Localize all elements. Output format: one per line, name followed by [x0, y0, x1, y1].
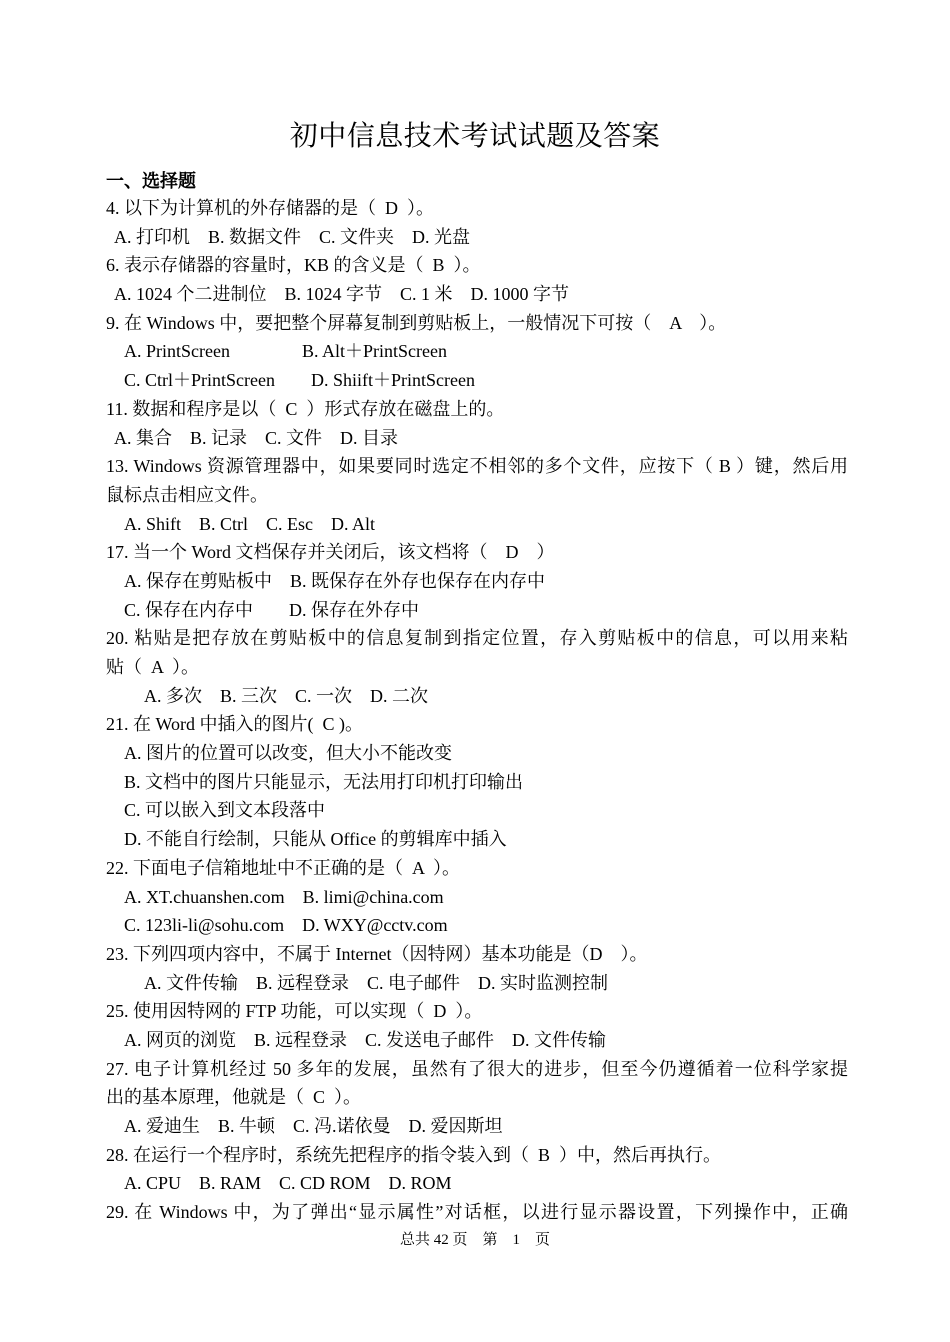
- question-line: 22. 下面电子信箱地址中不正确的是（ A ）。: [106, 857, 461, 878]
- option-line: A. 保存在剪贴板中 B. 既保存在外存也保存在内存中: [124, 570, 546, 591]
- question-line: 4. 以下为计算机的外存储器的是（ D ）。: [106, 198, 434, 218]
- document-title: 初中信息技术考试试题及答案: [289, 121, 661, 152]
- question-line: 20. 粘贴是把存放在剪贴板中的信息复制到指定位置，存入剪贴板中的信息，可以用来粘: [106, 628, 848, 649]
- question-list: [106, 194, 848, 1227]
- option-line: A. 多次 B. 三次 C. 一次 D. 二次: [144, 685, 429, 706]
- option-line: D. 不能自行绘制，只能从 Office 的剪辑库中插入: [124, 829, 507, 850]
- question-line-continued: 出的基本原理，他就是（ C ）。: [106, 1087, 362, 1108]
- section-heading: 一、选择题: [106, 171, 196, 191]
- option-line: A. 网页的浏览 B. 远程登录 C. 发送电子邮件 D. 文件传输: [124, 1029, 607, 1050]
- question-line: 21. 在 Word 中插入的图片( C )。: [106, 714, 364, 735]
- question-line: 28. 在运行一个程序时，系统先把程序的指令装入到（ B ）中，然后再执行。: [106, 1144, 722, 1165]
- question-line: 6. 表示存储器的容量时，KB 的含义是（ B ）。: [106, 255, 481, 276]
- question-line: 11. 数据和程序是以（ C ）形式存放在磁盘上的。: [106, 398, 505, 419]
- question-line: 27. 电子计算机经过 50 多年的发展，虽然有了很大的进步，但至今仍遵循着一位科学家提: [106, 1058, 848, 1079]
- question-line: 17. 当一个 Word 文档保存并关闭后，该文档将（ D ）: [106, 542, 555, 563]
- option-line: C. 可以嵌入到文本段落中: [124, 800, 326, 821]
- question-line: 29. 在 Windows 中，为了弹出“显示属性”对话框，以进行显示器设置，下列操作中，正确: [106, 1202, 848, 1223]
- question-line: 9. 在 Windows 中，要把整个屏幕复制到剪贴板上，一般情况下可按（ A ）。: [106, 312, 727, 333]
- page-footer: 总共 42 页 第 1 页: [399, 1232, 550, 1248]
- option-line: A. 打印机 B. 数据文件 C. 文件夹 D. 光盘: [114, 226, 471, 247]
- question-line: 25. 使用因特网的 FTP 功能，可以实现（ D ）。: [106, 1001, 483, 1022]
- option-line: A. 1024 个二进制位 B. 1024 字节 C. 1 米 D. 1000 字节: [114, 284, 570, 305]
- option-line: C. 123li-li@sohu.com D. WXY@cctv.com: [124, 915, 448, 936]
- option-line: A. CPU B. RAM C. CD ROM D. ROM: [124, 1173, 452, 1194]
- question-line-continued: 鼠标点击相应文件。: [106, 484, 268, 505]
- option-line: C. 保存在内存中 D. 保存在外存中: [124, 599, 420, 620]
- question-line-continued: 贴（ A ）。: [106, 657, 200, 677]
- question-line: 13. Windows 资源管理器中，如果要同时选定不相邻的多个文件，应按下（ B ）键，然后用: [106, 456, 848, 477]
- option-line: A. 集合 B. 记录 C. 文件 D. 目录: [114, 427, 399, 448]
- option-line: A. 图片的位置可以改变，但大小不能改变: [124, 743, 452, 764]
- question-line: 23. 下列四项内容中，不属于 Internet（因特网）基本功能是（D ）。: [106, 943, 648, 964]
- option-line: A. 爱迪生 B. 牛顿 C. 冯.诺依曼 D. 爱因斯坦: [124, 1116, 503, 1136]
- option-line: A. XT.chuanshen.com B. limi@china.com: [124, 886, 444, 907]
- option-line: A. PrintScreen B. Alt＋PrintScreen: [124, 341, 447, 362]
- option-line: B. 文档中的图片只能显示，无法用打印机打印输出: [124, 771, 524, 792]
- option-line: C. Ctrl＋PrintScreen D. Shiift＋PrintScreen: [124, 370, 475, 391]
- option-line: A. Shift B. Ctrl C. Esc D. Alt: [124, 513, 376, 534]
- option-line: A. 文件传输 B. 远程登录 C. 电子邮件 D. 实时监测控制: [144, 972, 609, 993]
